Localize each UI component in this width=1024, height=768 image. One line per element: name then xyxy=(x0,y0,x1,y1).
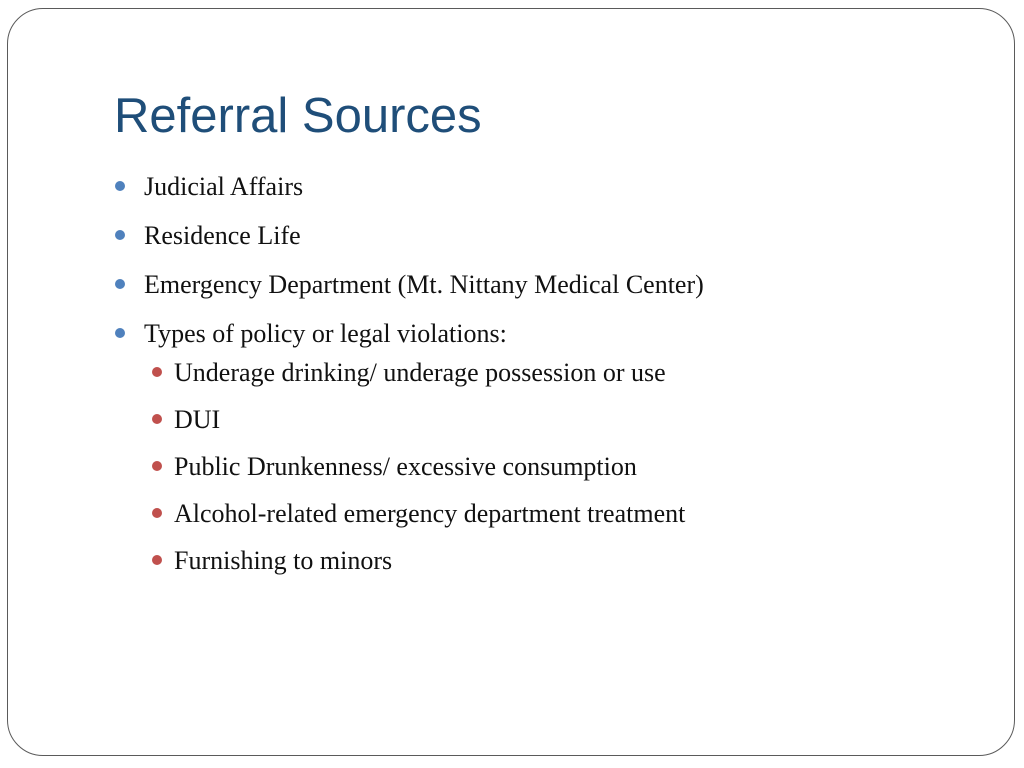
sub-bullet-text: DUI xyxy=(174,405,221,434)
bullet-dot-icon xyxy=(115,181,125,191)
sub-bullet-item-dui xyxy=(114,400,914,440)
bullet-text: Types of policy or legal violations: xyxy=(144,319,507,348)
sub-bullet-text: Underage drinking/ underage possession or use xyxy=(174,358,666,387)
bullet-item-emergency-department xyxy=(114,263,914,307)
bullet-dot-icon xyxy=(115,279,125,289)
sub-bullet-text: Alcohol-related emergency department treatment xyxy=(174,499,686,528)
bullet-item-judicial-affairs xyxy=(114,165,914,209)
sub-bullet-dot-icon xyxy=(152,555,162,565)
sub-bullet-item-ed-treatment xyxy=(114,494,914,534)
sub-bullet-list xyxy=(114,353,914,581)
bullet-text: Residence Life xyxy=(144,221,301,250)
sub-bullet-dot-icon xyxy=(152,367,162,377)
sub-bullet-item-underage-drinking xyxy=(114,353,914,393)
bullet-dot-icon xyxy=(115,328,125,338)
bullet-item-residence-life xyxy=(114,214,914,258)
sub-bullet-item-public-drunkenness xyxy=(114,447,914,487)
slide-content xyxy=(114,165,914,588)
bullet-dot-icon xyxy=(115,230,125,240)
sub-bullet-dot-icon xyxy=(152,508,162,518)
bullet-item-violation-types xyxy=(114,312,914,356)
bullet-text: Emergency Department (Mt. Nittany Medical Center) xyxy=(144,270,704,299)
sub-bullet-text: Furnishing to minors xyxy=(174,546,393,575)
bullet-list xyxy=(114,165,914,356)
bullet-text: Judicial Affairs xyxy=(144,172,304,201)
sub-bullet-item-furnishing-minors xyxy=(114,541,914,581)
sub-bullet-text: Public Drunkenness/ excessive consumption xyxy=(174,452,637,481)
slide-title: Referral Sources xyxy=(114,89,482,143)
sub-bullet-dot-icon xyxy=(152,414,162,424)
sub-bullet-dot-icon xyxy=(152,461,162,471)
